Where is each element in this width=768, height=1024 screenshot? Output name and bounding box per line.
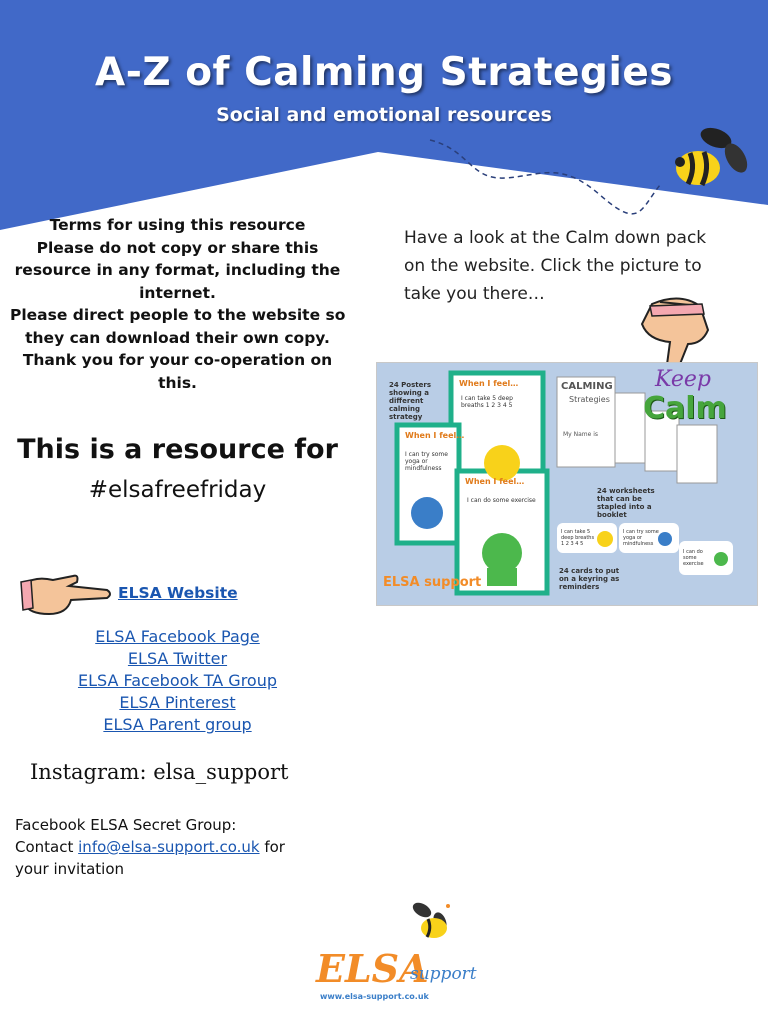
preview-card-text: I can try some yoga or mindfulness [623,529,659,547]
preview-poster-text: I can try some yoga or mindfulness [405,451,448,472]
calm-pack-preview-image[interactable] [376,362,758,606]
preview-calming-word: CALMING [561,381,613,392]
elsa-facebook-ta-group-link[interactable]: ELSA Facebook TA Group [77,671,278,690]
preview-poster-intro: 24 Posters showing a different calming strategy [389,381,431,421]
terms-line: they can download their own copy. [25,328,330,347]
preview-strategies-word: Strategies [569,395,610,404]
preview-watermark: ELSA support [383,575,482,590]
elsa-parent-group-link[interactable]: ELSA Parent group [103,715,252,734]
terms-line: Please direct people to the website so [10,306,346,324]
preview-poster-header: When I feel… [465,477,525,486]
resource-heading: This is a resource for [17,434,338,465]
page-title: A-Z of Calming Strategies [95,50,673,95]
email-link[interactable]: info@elsa-support.co.uk [78,838,260,856]
preview-poster-text: I can do some exercise [467,497,536,504]
bee-icon [668,118,758,218]
terms-line: Please do not copy or share this [36,238,319,257]
preview-worksheets-text: 24 worksheets that can be stapled into a booklet [597,487,655,519]
page-subtitle: Social and emotional resources [216,104,552,126]
social-links [0,626,355,736]
logo-brand-main: ELSA [316,946,429,991]
preview-poster-text: I can take 5 deep breaths 1 2 3 4 5 [461,395,513,409]
calm-note-line: on the website. Click the picture to [404,256,702,276]
fb-contact-suffix: for [259,838,285,856]
logo-brand-script: support [410,964,477,984]
preview-name-label: My Name is [563,431,599,438]
terms-line: Terms for using this resource [49,216,306,234]
pointing-hand-icon [15,570,115,620]
elsa-website-link[interactable]: ELSA Website [118,584,238,602]
calm-note-line: take you there… [404,284,545,304]
hashtag: #elsafreefriday [88,477,267,503]
preview-cards-text: 24 cards to put on a keyring as reminders [559,567,620,591]
preview-poster-header: When I feel… [405,431,465,440]
elsa-pinterest-link[interactable]: ELSA Pinterest [119,693,236,712]
fb-group-line: Facebook ELSA Secret Group: [15,816,237,834]
calm-note-line: Have a look at the Calm down pack [404,228,707,248]
fb-contact-line [15,836,355,858]
terms-line: internet. [139,283,216,302]
terms-line: this. [158,373,197,392]
elsa-facebook-page-link[interactable]: ELSA Facebook Page [95,627,260,646]
elsa-twitter-link[interactable]: ELSA Twitter [127,649,228,668]
preview-card-text: I can do some exercise [683,549,704,567]
terms-of-use [10,214,345,394]
preview-calm-word: Calm [643,391,727,426]
instagram-handle: Instagram: elsa_support [30,760,289,784]
fb-group-line: your invitation [15,860,125,878]
terms-line: resource in any format, including the [14,261,341,279]
preview-poster-header: When I feel… [459,379,519,388]
logo-url: www.elsa-support.co.uk [320,992,429,1001]
fb-contact-prefix: Contact [15,838,79,856]
preview-keep-word: Keep [655,367,711,392]
elsa-support-logo [310,900,480,1010]
preview-card-text: I can take 5 deep breaths 1 2 3 4 5 [561,529,595,547]
terms-line: Thank you for your co-operation on [22,351,333,369]
facebook-secret-group [15,814,355,880]
